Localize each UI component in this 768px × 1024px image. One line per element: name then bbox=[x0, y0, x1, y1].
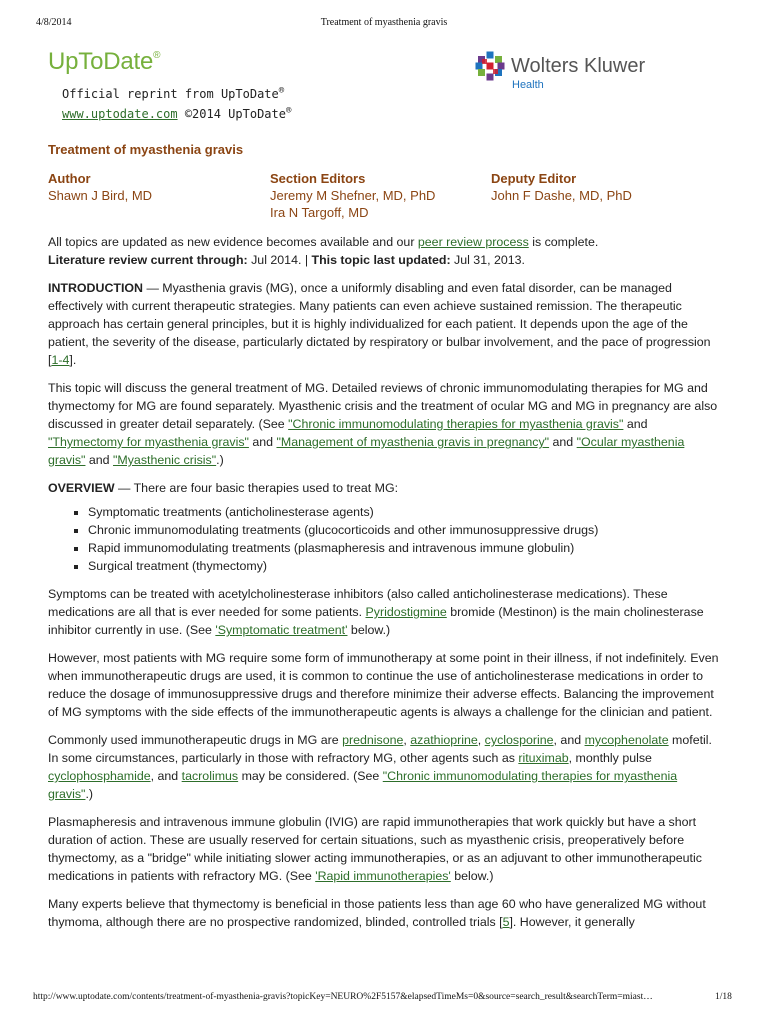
print-doc-title: Treatment of myasthenia gravis bbox=[320, 17, 448, 28]
reprint-mark-1: ® bbox=[278, 86, 285, 96]
overview-text: — There are four basic therapies used to treat MG: bbox=[114, 481, 399, 495]
section-editor-1: Jeremy M Shefner, MD, PhD bbox=[270, 188, 436, 203]
logo-mark: ® bbox=[153, 50, 161, 61]
deputy-editor-block bbox=[491, 170, 632, 204]
symptoms-end: below.) bbox=[347, 623, 391, 637]
section-editor-2: Ira N Targoff, MD bbox=[270, 205, 369, 220]
wolters-kluwer-logo bbox=[474, 50, 646, 92]
link-symptomatic-treatment[interactable]: 'Symptomatic treatment' bbox=[215, 623, 348, 637]
scope-and-3: and bbox=[549, 435, 577, 449]
link-rituximab[interactable]: rituximab bbox=[518, 751, 569, 765]
print-url: http://www.uptodate.com/contents/treatment-of-myasthenia-gravis?topicKey=NEURO%2F5157&elapsedTimeMs=0&source=search_result&searchTerm=miast… bbox=[33, 992, 653, 1002]
thymectomy-text: Many experts believe that thymectomy is beneficial in those patients less than age 60 who have generalized MG without thymoma, although there are no prospective randomized, blinded, controlled trials [ bbox=[48, 897, 706, 929]
last-updated-value: Jul 31, 2013. bbox=[450, 253, 525, 267]
drugs-sep: , bbox=[477, 733, 485, 747]
page-number: 1/18 bbox=[715, 992, 732, 1002]
link-cyclosporine[interactable]: cyclosporine bbox=[484, 733, 554, 747]
print-date: 4/8/2014 bbox=[36, 17, 72, 28]
immunotherapy-paragraph: However, most patients with MG require some form of immunotherapy at some point in their illness, if not indefinitely. Even when immunotherapeutic drugs are used, it is common to continue the use of anticholinesterase medications in order to reduce the dosage of immunosuppressive drugs and therefore minimize their adverse effects. Balancing the improvement of MG symptoms with the side effects of the immunotherapeutic agents is always a challenge for the clinician and patient. bbox=[48, 651, 719, 719]
drugs-sep: may be considered. (See bbox=[238, 769, 383, 783]
link-prednisone[interactable]: prednisone bbox=[342, 733, 404, 747]
topic-title: Treatment of myasthenia gravis bbox=[48, 142, 244, 157]
section-editors-block bbox=[270, 170, 435, 221]
scope-paragraph bbox=[48, 379, 724, 469]
scope-end: .) bbox=[216, 453, 224, 467]
drugs-sep: , bbox=[403, 733, 411, 747]
link-thymectomy[interactable]: "Thymectomy for myasthenia gravis" bbox=[48, 435, 249, 449]
list-item: ▪ Chronic immunomodulating treatments (glucocorticoids and other immunosuppressive drugs) bbox=[88, 521, 724, 539]
link-chronic-immunomodulating-2[interactable]: "Chronic immunomodulating therapies for myasthenia gravis" bbox=[48, 769, 678, 801]
update-status bbox=[48, 233, 724, 269]
link-mg-pregnancy[interactable]: "Management of myasthenia gravis in pregnancy" bbox=[276, 435, 550, 449]
wolters-kluwer-mark-icon bbox=[474, 50, 506, 82]
link-rapid-immunotherapies[interactable]: 'Rapid immunotherapies' bbox=[315, 869, 451, 883]
author-block bbox=[48, 170, 152, 204]
section-editors-label: Section Editors bbox=[270, 171, 366, 186]
scope-and-4: and bbox=[85, 453, 114, 467]
plasma-end: below.) bbox=[450, 869, 494, 883]
article-body bbox=[48, 233, 724, 941]
drugs-paragraph bbox=[48, 731, 724, 803]
link-myasthenic-crisis[interactable]: "Myasthenic crisis" bbox=[113, 453, 217, 467]
overview-heading: OVERVIEW bbox=[48, 481, 115, 495]
publisher-name: Wolters Kluwer bbox=[511, 55, 646, 77]
reprint-line1: Official reprint from UpToDate bbox=[62, 87, 279, 101]
lit-review-value: Jul 2014. | bbox=[247, 253, 312, 267]
drugs-sep: mofetil. In some circumstances, particularly in those with refractory MG, other agents such as bbox=[48, 733, 712, 765]
drugs-end: .) bbox=[85, 787, 94, 801]
link-azathioprine[interactable]: azathioprine bbox=[410, 733, 478, 747]
intro-end: ]. bbox=[69, 353, 77, 367]
list-item: ▪ Rapid immunomodulating treatments (plasmapheresis and intravenous immune globulin) bbox=[88, 539, 724, 557]
link-cyclophosphamide[interactable]: cyclophosphamide bbox=[48, 769, 151, 783]
therapy-list bbox=[48, 503, 724, 575]
drugs-sep: , monthly pulse bbox=[568, 751, 652, 765]
author-label: Author bbox=[48, 171, 91, 186]
symptoms-paragraph bbox=[48, 585, 724, 639]
deputy-editor-name: John F Dashe, MD, PhD bbox=[491, 188, 632, 203]
lit-review-label: Literature review current through: bbox=[48, 253, 248, 267]
drugs-text: Commonly used immunotherapeutic drugs in MG are bbox=[48, 733, 343, 747]
symptoms-text: Symptoms can be treated with acetylcholinesterase inhibitors (also called anticholinesterase medications). These medications are all that is ever needed for some patients. bbox=[48, 587, 668, 619]
ref-link-5[interactable]: 5 bbox=[502, 915, 510, 929]
intro-text: — Myasthenia gravis (MG), once a uniformly disabling and even fatal disorder, can be managed effectively with current therapeutic strategies. Many patients can even achieve sustained remission. The therapeutic approach has certain general principles, but it is highly individualized for each patient. It depends upon the age of the patient, the severity of the disease, particularly dictated by respiratory or bulbar involvement, and the pace of progression [ bbox=[48, 281, 711, 367]
publisher-sub: Health bbox=[512, 79, 544, 91]
link-ocular-mg[interactable]: "Ocular myasthenia gravis" bbox=[48, 435, 685, 467]
reprint-notice bbox=[62, 83, 291, 123]
status-text: All topics are updated as new evidence becomes available and our bbox=[48, 235, 418, 249]
symptoms-mid: bromide (Mestinon) is the main cholinesterase inhibitor currently in use. (See bbox=[48, 605, 704, 637]
link-pyridostigmine[interactable]: Pyridostigmine bbox=[365, 605, 447, 619]
intro-heading: INTRODUCTION bbox=[48, 281, 143, 295]
last-updated-label: This topic last updated: bbox=[311, 253, 451, 267]
overview-paragraph bbox=[48, 479, 724, 497]
link-mycophenolate[interactable]: mycophenolate bbox=[584, 733, 669, 747]
scope-and-2: and bbox=[248, 435, 277, 449]
uptodate-site-link[interactable]: www.uptodate.com bbox=[62, 107, 178, 121]
reprint-mark-2: ® bbox=[285, 106, 292, 116]
ref-link-1-4[interactable]: 1-4 bbox=[51, 353, 70, 367]
print-header bbox=[0, 13, 768, 29]
intro-paragraph bbox=[48, 279, 724, 369]
scope-and-1: and bbox=[623, 417, 648, 431]
drugs-sep: , and bbox=[150, 769, 182, 783]
peer-review-link[interactable]: peer review process bbox=[417, 235, 529, 249]
thymectomy-paragraph bbox=[48, 895, 724, 931]
plasmapheresis-paragraph bbox=[48, 813, 724, 885]
list-item: ▪ Symptomatic treatments (anticholinesterase agents) bbox=[88, 503, 724, 521]
drugs-sep: , and bbox=[553, 733, 585, 747]
author-name: Shawn J Bird, MD bbox=[48, 188, 153, 203]
reprint-line2: ©2014 UpToDate bbox=[177, 107, 286, 121]
link-tacrolimus[interactable]: tacrolimus bbox=[181, 769, 239, 783]
logo-name: UpToDate bbox=[48, 48, 154, 75]
plasma-text: Plasmapheresis and intravenous immune globulin (IVIG) are rapid immunotherapies that work quickly but have a short duration of action. These are usually reserved for certain situations, such as myasthenic crisis, preoperatively before thymectomy, as a "bridge" while initiating slower acting immunotherapies, or as an adjuvant to other immunotherapeutic medications in patients with refractory MG. (See bbox=[48, 815, 702, 883]
list-item: ▪ Surgical treatment (thymectomy) bbox=[88, 557, 724, 575]
thymectomy-end: ]. However, it generally bbox=[509, 915, 635, 929]
uptodate-logo bbox=[48, 48, 160, 76]
deputy-editor-label: Deputy Editor bbox=[491, 171, 577, 186]
link-chronic-immunomodulating[interactable]: "Chronic immunomodulating therapies for myasthenia gravis" bbox=[288, 417, 624, 431]
scope-text: This topic will discuss the general treatment of MG. Detailed reviews of chronic immunomodulating therapies for MG and thymectomy for MG are found separately. Myasthenic crisis and the treatment of ocular MG and MG in pregnancy are also discussed in greater detail separately. (See bbox=[48, 381, 718, 431]
print-footer bbox=[0, 990, 768, 1004]
status-text-end: is complete. bbox=[528, 235, 599, 249]
